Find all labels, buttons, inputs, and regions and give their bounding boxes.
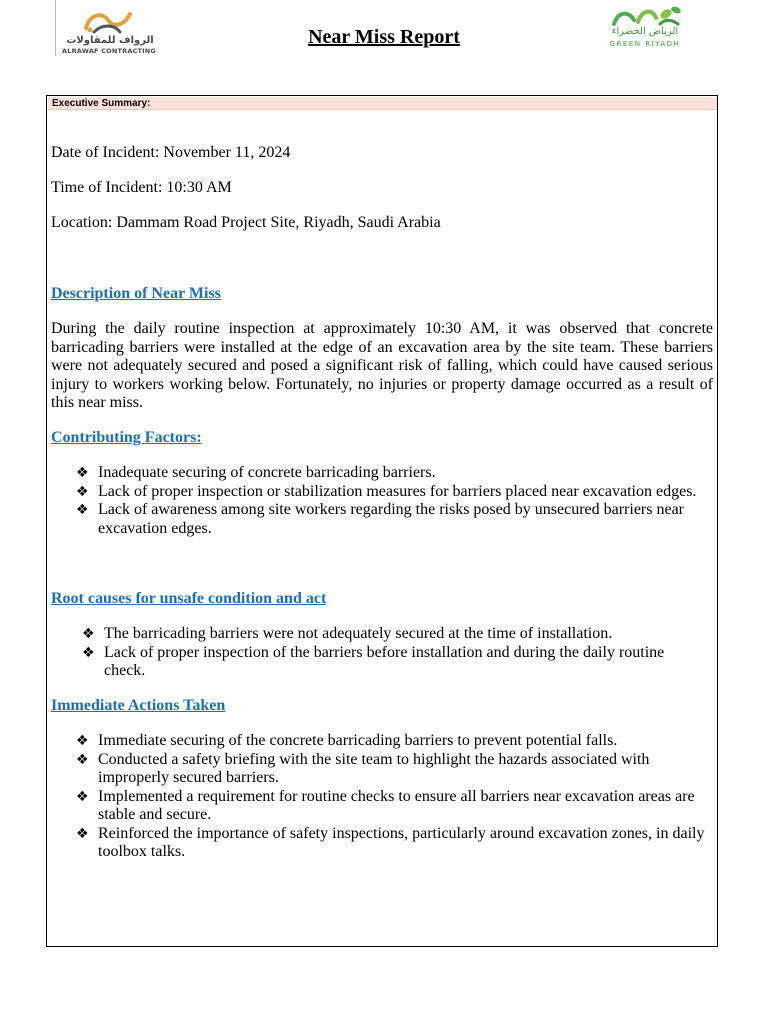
list-item: ❖ Inadequate securing of concrete barricading barriers.: [76, 464, 436, 481]
contributing-factors-heading: Contributing Factors:: [51, 429, 202, 446]
list-item: ❖ Immediate securing of the concrete barricading barriers to prevent potential falls.: [76, 732, 618, 749]
incident-date: Date of Incident: November 11, 2024: [51, 144, 291, 161]
alrawaf-english-name: ALRAWAF CONTRACTING: [62, 47, 156, 55]
alrawaf-arabic-name: الرواف للمقاولات: [66, 35, 154, 46]
diamond-bullet-icon: ❖: [76, 825, 89, 842]
list-item: ❖ Lack of proper inspection or stabilization measures for barriers placed near excavation edges.: [76, 482, 697, 500]
diamond-bullet-icon: ❖: [76, 483, 89, 500]
diamond-bullet-icon: ❖: [82, 644, 95, 661]
page-title: Near Miss Report: [308, 26, 460, 48]
description-heading: Description of Near Miss: [51, 285, 221, 302]
immediate-actions-heading: Immediate Actions Taken: [51, 697, 226, 714]
diamond-bullet-icon: ❖: [76, 502, 89, 518]
green-riyadh-english-name: GREEN RIYADH: [609, 40, 681, 48]
description-text: During the daily routine inspection at approximately 10:30 AM, it was observed that concrete barricading barriers were installed at the edge of an excavation area by the site team. These barriers were not adequately secured and posed a significant risk of falling, which could have caused serious injury to workers working below. Fortunately, no injuries or property damage occurred as a result of this near miss.: [51, 320, 713, 411]
list-item: ❖ Conducted a safety briefing with the site team to highlight the hazards associated with improperly secured barriers.: [76, 750, 650, 786]
diamond-bullet-icon: ❖: [76, 465, 89, 481]
list-item: ❖ Implemented a requirement for routine checks to ensure all barriers near excavation areas are stable and secure.: [76, 787, 695, 823]
diamond-bullet-icon: ❖: [76, 733, 89, 749]
executive-summary-label: Executive Summary:: [48, 97, 717, 110]
incident-location: Location: Dammam Road Project Site, Riyadh, Saudi Arabia: [51, 214, 441, 231]
list-item: ❖ Lack of awareness among site workers regarding the risks posed by unsecured barriers near excavation edges.: [76, 501, 685, 537]
root-causes-list: [82, 625, 694, 681]
list-item: ❖ Reinforced the importance of safety inspections, particularly around excavation zones, in daily toolbox talks.: [76, 824, 705, 860]
contributing-factors-list: [76, 464, 713, 538]
report-header: [0, 0, 768, 70]
immediate-actions-list: [76, 732, 706, 862]
diamond-bullet-icon: ❖: [76, 788, 89, 805]
diamond-bullet-icon: ❖: [82, 626, 95, 642]
diamond-bullet-icon: ❖: [76, 751, 89, 768]
root-causes-heading: Root causes for unsafe condition and act: [51, 590, 327, 607]
green-riyadh-leaf-icon: [608, 4, 684, 28]
green-riyadh-logo: [600, 2, 690, 52]
list-item: ❖ Lack of proper inspection of the barriers before installation and during the daily routine check.: [82, 643, 665, 679]
green-riyadh-arabic-name: الرياض الخضراء: [611, 26, 679, 37]
list-item: ❖ The barricading barriers were not adequately secured at the time of installation.: [82, 625, 613, 642]
incident-time: Time of Incident: 10:30 AM: [51, 179, 232, 196]
